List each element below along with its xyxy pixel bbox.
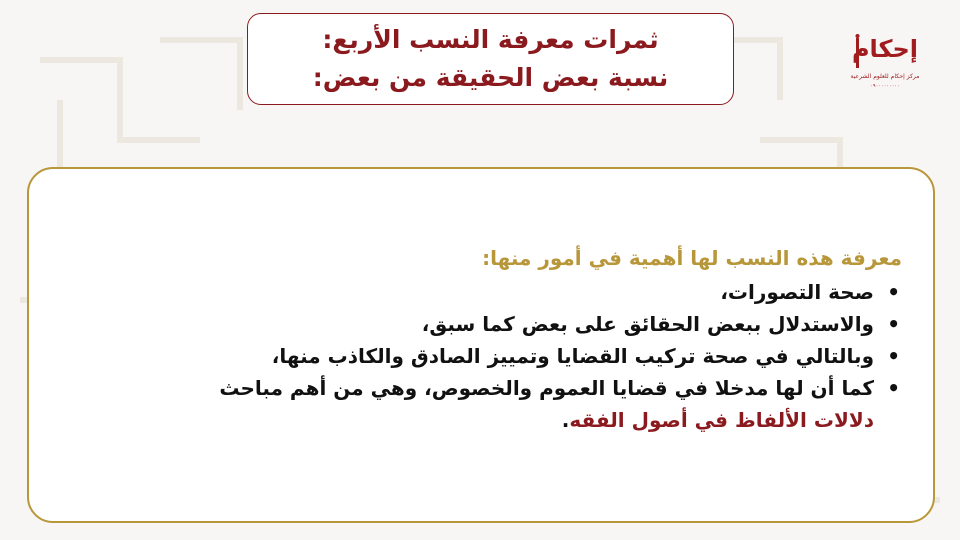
- list-item-text: كما أن لها مدخلا في قضايا العموم والخصوص، وهي من أهم مباحث: [219, 376, 874, 400]
- list-item-text: وبالتالي في صحة تركيب القضايا وتمييز الصادق والكاذب منها،: [271, 344, 874, 368]
- content: [102, 242, 902, 436]
- bullet-list: [102, 276, 902, 436]
- bullet-icon: •: [887, 312, 900, 336]
- logo-subtitle: مركز إحكام للعلوم الشرعية: [850, 73, 920, 80]
- list-item-text: صحة التصورات،: [720, 280, 874, 304]
- logo-name: إحكام: [851, 35, 919, 63]
- title-box: [247, 13, 734, 105]
- title-line-2: نسبة بعض الحقيقة من بعض:: [312, 63, 669, 92]
- bullet-icon: •: [887, 344, 900, 368]
- bullet-icon: •: [887, 280, 900, 304]
- list-item: [102, 340, 900, 372]
- list-item: [102, 372, 900, 436]
- logo-phone: ٠٩٠٠٠٠٠٠٠٠٠: [870, 83, 900, 89]
- list-item-end: .: [561, 408, 570, 432]
- intro-text: معرفة هذه النسب لها أهمية في أمور منها:: [482, 246, 902, 270]
- list-item: [102, 308, 900, 340]
- list-item: [102, 276, 900, 308]
- bullet-icon: •: [887, 376, 900, 400]
- highlighted-term: دلالات الألفاظ في أصول الفقه: [569, 408, 874, 432]
- title-line-1: ثمرات معرفة النسب الأربع:: [322, 25, 659, 54]
- logo: [850, 28, 920, 98]
- list-item-text: والاستدلال ببعض الحقائق على بعض كما سبق،: [421, 312, 874, 336]
